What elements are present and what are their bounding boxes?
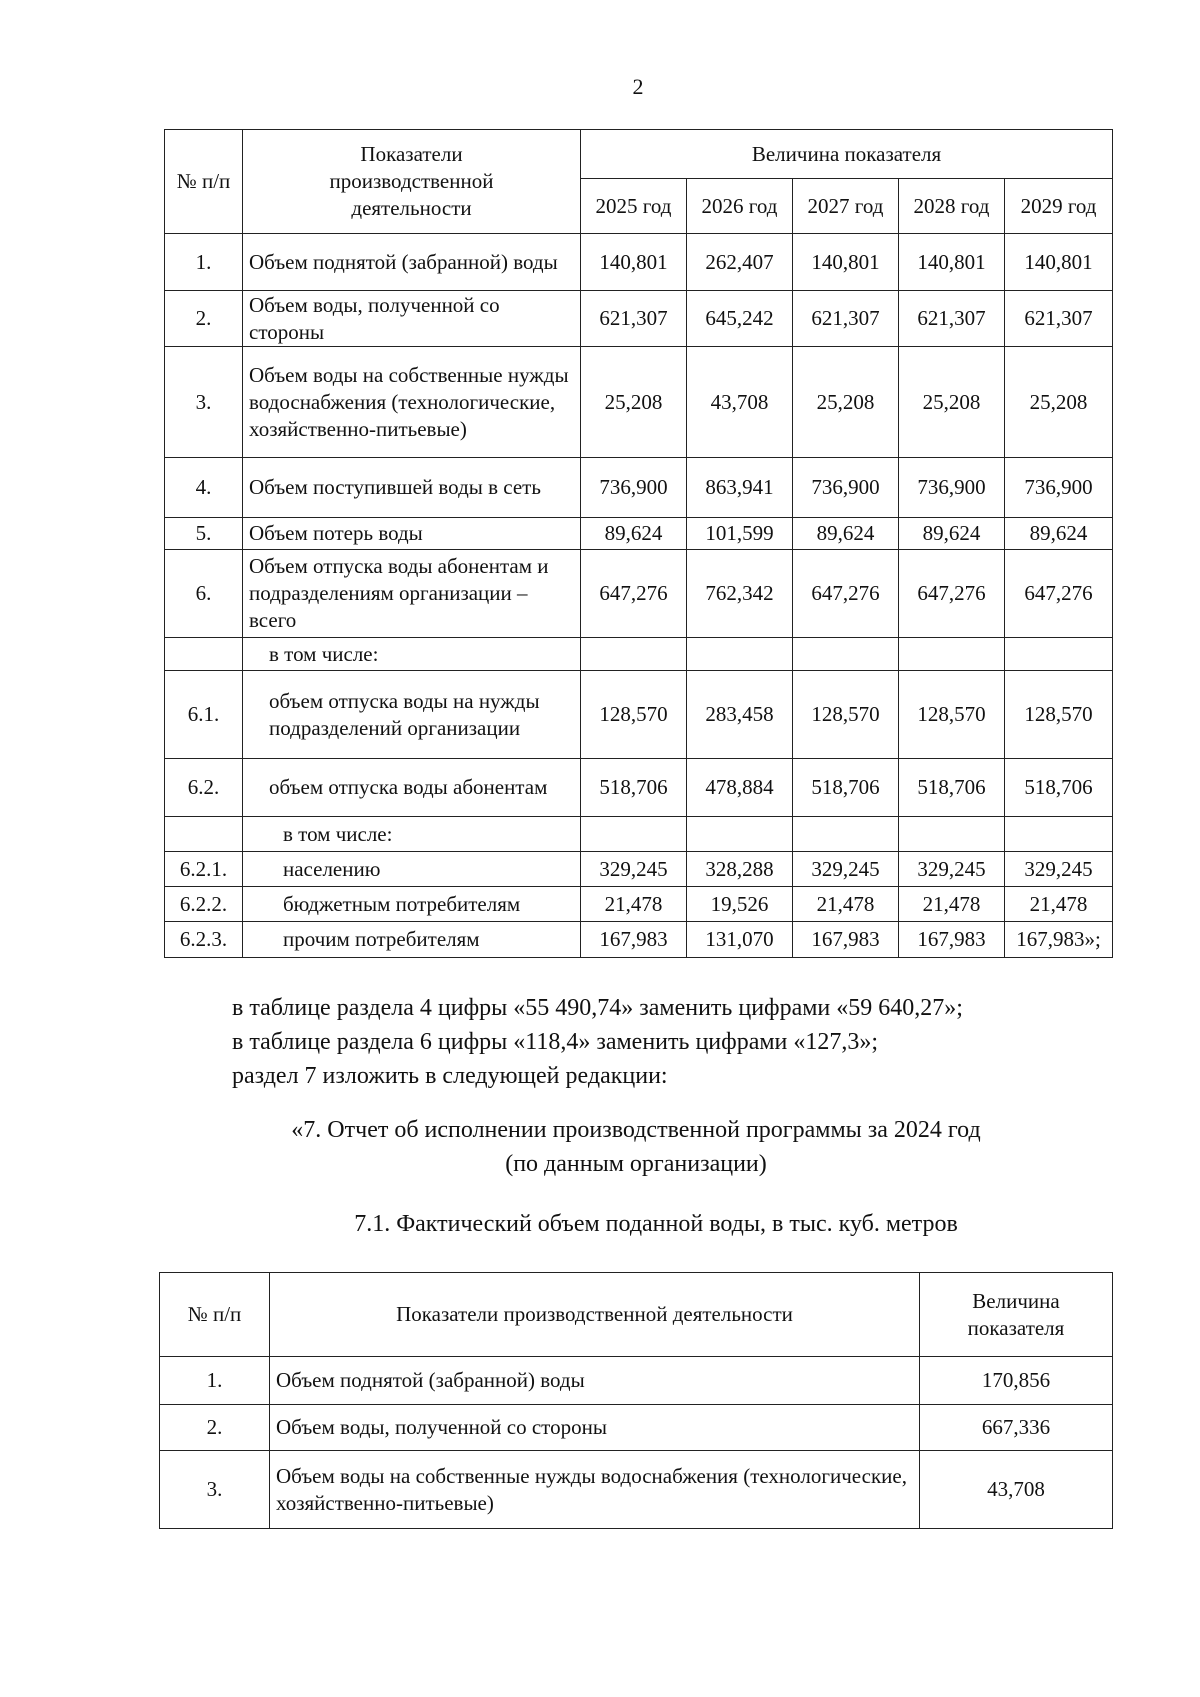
row-value: 621,307 xyxy=(1005,291,1113,347)
row-value: 167,983 xyxy=(793,922,899,958)
row-value: 89,624 xyxy=(899,518,1005,550)
row-num: 6.2.2. xyxy=(165,887,243,922)
row-value: 621,307 xyxy=(793,291,899,347)
row-value: 140,801 xyxy=(793,234,899,291)
row-value xyxy=(687,638,793,671)
row-value xyxy=(899,638,1005,671)
row-value: 167,983 xyxy=(581,922,687,958)
row-label: Объем воды, полученной со стороны xyxy=(243,291,581,347)
row-value: 518,706 xyxy=(581,759,687,817)
row-num: 5. xyxy=(165,518,243,550)
row-value: 128,570 xyxy=(899,671,1005,759)
row-label: Объем отпуска воды абонентам и подразделениям организации – всего xyxy=(243,550,581,638)
row-value: 43,708 xyxy=(687,347,793,458)
header-num: № п/п xyxy=(160,1273,270,1357)
table-row xyxy=(165,887,1113,922)
row-value xyxy=(1005,817,1113,852)
row-num: 2. xyxy=(160,1405,270,1451)
table-row xyxy=(165,458,1113,518)
row-value xyxy=(793,817,899,852)
row-label: прочим потребителям xyxy=(243,922,581,958)
header-num: № п/п xyxy=(165,130,243,234)
header-year: 2025 год xyxy=(581,179,687,234)
header-year: 2027 год xyxy=(793,179,899,234)
row-value: 140,801 xyxy=(899,234,1005,291)
row-value: 128,570 xyxy=(581,671,687,759)
production-indicators-table xyxy=(164,129,1113,958)
row-value: 621,307 xyxy=(899,291,1005,347)
table-row xyxy=(160,1405,1113,1451)
row-value: 736,900 xyxy=(899,458,1005,518)
row-value: 518,706 xyxy=(1005,759,1113,817)
actual-water-volume-table xyxy=(159,1272,1113,1529)
row-value xyxy=(1005,638,1113,671)
row-value xyxy=(899,817,1005,852)
row-value: 170,856 xyxy=(920,1357,1113,1405)
row-value: 283,458 xyxy=(687,671,793,759)
section-subtitle: (по данным организации) xyxy=(505,1151,767,1177)
row-num: 3. xyxy=(165,347,243,458)
row-label: объем отпуска воды на нужды подразделений организации xyxy=(243,671,581,759)
amendment-line-1: в таблице раздела 4 цифры «55 490,74» заменить цифрами «59 640,27»; xyxy=(232,995,963,1021)
table-row xyxy=(165,671,1113,759)
row-value: 25,208 xyxy=(899,347,1005,458)
row-value: 128,570 xyxy=(1005,671,1113,759)
row-value: 621,307 xyxy=(581,291,687,347)
row-label: Объем воды, полученной со стороны xyxy=(270,1405,920,1451)
row-num: 6.2.3. xyxy=(165,922,243,958)
row-value: 167,983 xyxy=(899,922,1005,958)
row-value: 647,276 xyxy=(581,550,687,638)
row-value: 762,342 xyxy=(687,550,793,638)
row-value: 167,983»; xyxy=(1005,922,1113,958)
row-label: Объем поднятой (забранной) воды xyxy=(270,1357,920,1405)
row-value: 329,245 xyxy=(793,852,899,887)
table-row xyxy=(160,1451,1113,1529)
row-value xyxy=(581,638,687,671)
row-num: 6. xyxy=(165,550,243,638)
amendment-line-3: раздел 7 изложить в следующей редакции: xyxy=(232,1063,668,1089)
row-value: 647,276 xyxy=(899,550,1005,638)
row-value xyxy=(581,817,687,852)
row-value: 25,208 xyxy=(1005,347,1113,458)
row-value: 21,478 xyxy=(581,887,687,922)
row-value: 329,245 xyxy=(899,852,1005,887)
row-value: 21,478 xyxy=(1005,887,1113,922)
row-value: 89,624 xyxy=(581,518,687,550)
row-label: бюджетным потребителям xyxy=(243,887,581,922)
row-value: 140,801 xyxy=(1005,234,1113,291)
row-value: 667,336 xyxy=(920,1405,1113,1451)
row-value: 131,070 xyxy=(687,922,793,958)
row-value: 328,288 xyxy=(687,852,793,887)
row-num: 6.1. xyxy=(165,671,243,759)
table-row xyxy=(165,518,1113,550)
row-label: в том числе: xyxy=(243,638,581,671)
subsection-title: 7.1. Фактический объем поданной воды, в тыс. куб. метров xyxy=(354,1211,958,1237)
row-value xyxy=(687,817,793,852)
row-num: 6.2.1. xyxy=(165,852,243,887)
table-row xyxy=(165,852,1113,887)
row-value: 647,276 xyxy=(1005,550,1113,638)
row-value: 89,624 xyxy=(1005,518,1113,550)
row-value: 647,276 xyxy=(793,550,899,638)
row-value: 43,708 xyxy=(920,1451,1113,1529)
row-value: 863,941 xyxy=(687,458,793,518)
row-value: 262,407 xyxy=(687,234,793,291)
row-value: 518,706 xyxy=(899,759,1005,817)
table-row xyxy=(165,347,1113,458)
row-value: 140,801 xyxy=(581,234,687,291)
table-row xyxy=(165,817,1113,852)
row-label: объем отпуска воды абонентам xyxy=(243,759,581,817)
table-row xyxy=(165,234,1113,291)
row-label: Объем воды на собственные нужды водоснабжения (технологические, хозяйственно-питьевые) xyxy=(243,347,581,458)
row-value: 21,478 xyxy=(793,887,899,922)
row-label: в том числе: xyxy=(243,817,581,852)
row-num: 1. xyxy=(160,1357,270,1405)
row-value: 25,208 xyxy=(581,347,687,458)
row-label: Объем воды на собственные нужды водоснабжения (технологические, хозяйственно-питьевые) xyxy=(270,1451,920,1529)
row-value: 736,900 xyxy=(581,458,687,518)
row-num: 4. xyxy=(165,458,243,518)
row-value: 21,478 xyxy=(899,887,1005,922)
row-value: 518,706 xyxy=(793,759,899,817)
row-value: 329,245 xyxy=(581,852,687,887)
row-num: 3. xyxy=(160,1451,270,1529)
row-value: 736,900 xyxy=(793,458,899,518)
header-indicator: Показатели производственной деятельности xyxy=(243,130,581,234)
header-year: 2028 год xyxy=(899,179,1005,234)
row-value: 478,884 xyxy=(687,759,793,817)
header-year: 2029 год xyxy=(1005,179,1113,234)
table-row xyxy=(165,638,1113,671)
row-value: 89,624 xyxy=(793,518,899,550)
row-num: 1. xyxy=(165,234,243,291)
row-label: Объем поступившей воды в сеть xyxy=(243,458,581,518)
row-label: Объем поднятой (забранной) воды xyxy=(243,234,581,291)
table-row xyxy=(165,922,1113,958)
header-value: Величина показателя xyxy=(920,1273,1113,1357)
row-value: 101,599 xyxy=(687,518,793,550)
header-indicator: Показатели производственной деятельности xyxy=(270,1273,920,1357)
header-year: 2026 год xyxy=(687,179,793,234)
row-num: 2. xyxy=(165,291,243,347)
row-label: Объем потерь воды xyxy=(243,518,581,550)
row-value: 736,900 xyxy=(1005,458,1113,518)
table-row xyxy=(165,550,1113,638)
row-value: 128,570 xyxy=(793,671,899,759)
row-value xyxy=(793,638,899,671)
table-row xyxy=(160,1357,1113,1405)
row-num xyxy=(165,817,243,852)
row-label: населению xyxy=(243,852,581,887)
row-value: 25,208 xyxy=(793,347,899,458)
table-row xyxy=(165,291,1113,347)
row-num xyxy=(165,638,243,671)
row-value: 329,245 xyxy=(1005,852,1113,887)
row-num: 6.2. xyxy=(165,759,243,817)
page-number: 2 xyxy=(632,74,644,99)
amendment-line-2: в таблице раздела 6 цифры «118,4» заменить цифрами «127,3»; xyxy=(232,1029,879,1055)
row-value: 645,242 xyxy=(687,291,793,347)
header-value-group: Величина показателя xyxy=(581,130,1113,179)
table-row xyxy=(165,759,1113,817)
section-title: «7. Отчет об исполнении производственной программы за 2024 год xyxy=(291,1117,981,1143)
row-value: 19,526 xyxy=(687,887,793,922)
